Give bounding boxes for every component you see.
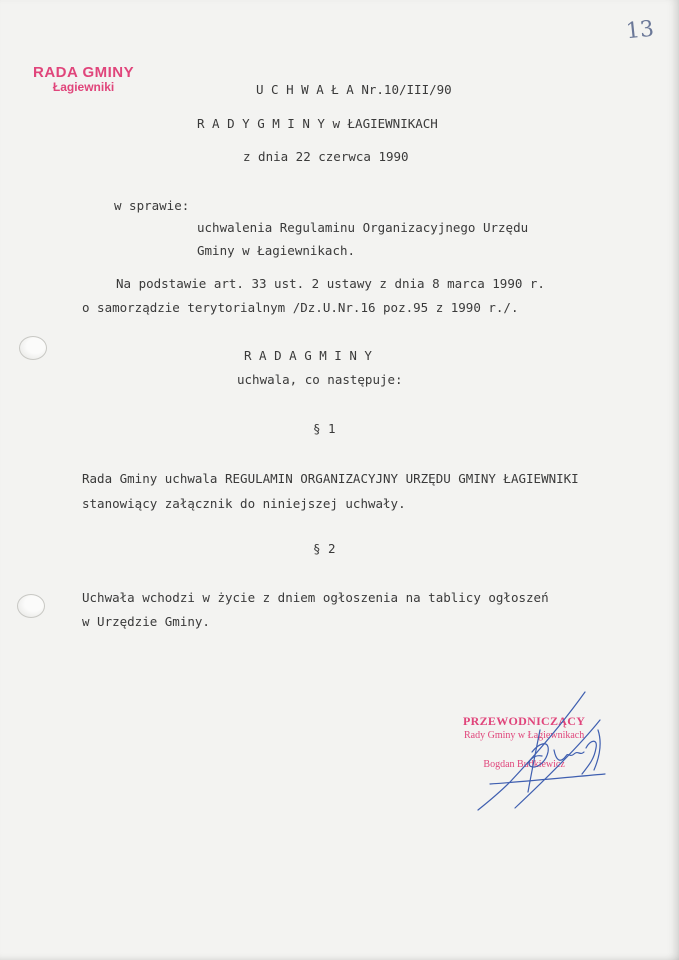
- subject-line-1: uchwalenia Regulaminu Organizacyjnego Urzędu: [197, 220, 529, 235]
- section-1-line-2: stanowiący załącznik do niniejszej uchwały.: [82, 496, 406, 511]
- signature-stamp-subtitle: Rady Gminy w Łagiewnikach: [463, 730, 585, 741]
- legal-basis-line-2: o samorządzie terytorialnym /Dz.U.Nr.16 poz.95 z 1990 r./.: [82, 300, 519, 315]
- resolves-title: R A D A G M I N Y: [244, 348, 372, 363]
- section-2-mark: § 2: [313, 541, 336, 556]
- punch-hole-bottom: [17, 594, 45, 618]
- subject-line-2: Gminy w Łagiewnikach.: [197, 243, 356, 258]
- legal-basis-line-1: Na podstawie art. 33 ust. 2 ustawy z dnia 8 marca 1990 r.: [116, 276, 545, 291]
- handwritten-signature: [470, 690, 620, 820]
- section-2-line-1: Uchwała wchodzi w życie z dniem ogłoszenia na tablicy ogłoszeń: [82, 590, 549, 605]
- resolution-date: z dnia 22 czerwca 1990: [243, 149, 409, 164]
- signature-stamp-title: PRZEWODNICZĄCY: [463, 714, 586, 728]
- punch-hole-top: [19, 336, 47, 360]
- page-number: 13: [624, 16, 656, 45]
- signature-stamp-name: Bogdan Budkiewicz: [483, 759, 565, 770]
- resolves-subtitle: uchwala, co następuje:: [237, 372, 403, 387]
- section-2-line-2: w Urzędzie Gminy.: [82, 614, 210, 629]
- stamp-org-name: RADA GMINY: [33, 64, 135, 81]
- header-stamp: [33, 64, 134, 94]
- stamp-town-name: Łagiewniki: [52, 80, 115, 94]
- resolution-number: U C H W A Ł A Nr.10/III/90: [256, 82, 452, 97]
- section-1-mark: § 1: [313, 421, 336, 436]
- subject-label: w sprawie:: [114, 198, 190, 213]
- council-name: R A D Y G M I N Y w ŁAGIEWNIKACH: [197, 116, 438, 131]
- section-1-line-1: Rada Gminy uchwala REGULAMIN ORGANIZACYJNY URZĘDU GMINY ŁAGIEWNIKI: [82, 471, 579, 486]
